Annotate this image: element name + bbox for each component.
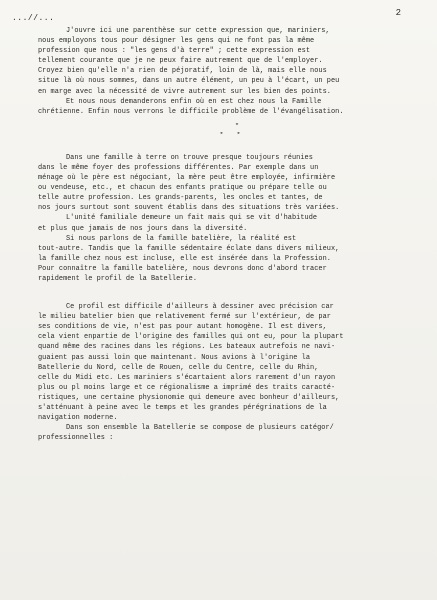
section-separator (38, 123, 422, 141)
text-line: chrétienne. Enfin nous verrons le difficile problème de l'évangélisation. (38, 107, 344, 116)
separator-bottom: * * (219, 131, 241, 140)
separator-top: * (234, 122, 240, 131)
text-line: la famille chez nous est incluse, elle est insérée dans la Profession. (38, 254, 331, 263)
paragraph-land-family (38, 153, 422, 214)
text-line: tout-autre. Tandis que la famille sédentaire éclate dans divers milieux, (38, 244, 340, 253)
paragraph-unity (38, 213, 422, 233)
text-line: dans le même foyer des professions différentes. Par exemple dans un (38, 163, 319, 172)
document-body (38, 26, 422, 443)
text-line: nous employons tous pour désigner les gens qui ne font pas la même (38, 37, 315, 46)
paragraph-profile (38, 302, 422, 423)
text-line: navigation moderne. (38, 414, 118, 423)
text-line: guaient pas aussi loin que maintenant. Nous avions à l'origine la (38, 353, 311, 362)
text-line: cela vient enpartie de l'origine des familles qui ont eu, pour la plupart (38, 333, 344, 342)
text-line: ristiques, une certaine physionomie qui demeure avec bonheur d'ailleurs, (38, 393, 340, 402)
text-line: profession que nous : "les gens d'à terre" ; cette expression est (38, 47, 311, 56)
paragraph-boat-family (38, 234, 422, 284)
text-line: Dans une famille à terre on trouve presque toujours réunies (66, 153, 313, 162)
text-line: et plus que jamais de nos jours dans la diversité. (38, 224, 248, 233)
text-line: Dans son ensemble la Batellerie se compose de plusieurs catégor/ (66, 424, 334, 433)
text-line: professionnelles : (38, 434, 114, 443)
text-line: J'ouvre ici une parenthèse sur cette expression que, mariniers, (66, 27, 330, 35)
text-line: tellement courante que je ne peux faire autrement que de l'employer. (38, 57, 323, 66)
text-line: rapidement le profil de la Batellerie. (38, 274, 198, 283)
paragraph-family (38, 97, 422, 117)
page-number: 2 (395, 8, 401, 18)
text-line: Croyez bien qu'elle n'a rien de péjoratif, loin de là, mais elle nous (38, 67, 327, 76)
continuation-mark: ...//... (12, 14, 55, 23)
text-line: situe là où nous sommes, dans un autre élément, un peu à l'écart, un peu (38, 77, 340, 86)
text-line: plus ou pl moins large et ce régionalisme a imprimé des traits caracté- (38, 383, 336, 392)
text-line: celle du Midi etc. Les mariniers s'écartaient alors rarement d'un rayon (38, 373, 336, 382)
text-line: Et nous nous demanderons enfin où en est chez nous la Famille (66, 97, 322, 106)
text-line: quand même des racines dans les régions. Les bateaux autrefois ne navi- (38, 343, 336, 352)
text-line: Si nous parlons de la famille batelière, la réalité est (66, 234, 297, 243)
text-line: ses conditions de vie, n'est pas pour autant homogène. Il est divers, (38, 323, 327, 332)
paragraph-intro (38, 26, 422, 97)
text-line: telle autre profession. Les grands-parents, les oncles et tantes, de (38, 194, 323, 203)
text-line: Batellerie du Nord, celle de Rouen, celle du Centre, celle du Rhin, (38, 363, 319, 372)
text-line: Pour connaître la famille batelière, nous devrons donc d'abord tracer (38, 264, 327, 273)
text-line: le milieu batelier bien que relativement fermé sur l'extérieur, de par (38, 313, 331, 322)
text-line: ou vendeuse, etc., et chacun des enfants pratique ou prépare telle ou (38, 184, 327, 193)
text-line: L'unité familiale demeure un fait mais qui se vit d'habitude (66, 214, 318, 223)
text-line: ménage où le père est négociant, la mère peut être employée, infirmière (38, 174, 336, 183)
text-line: s'atténuant à peine avec le temps et les grandes pérégrinations de la (38, 404, 327, 412)
text-line: en marge avec la nécessité de vivre autrement sur les bien des points. (38, 87, 331, 96)
paragraph-categories (38, 423, 422, 443)
text-line: nos jours surtout sont souvent établis dans des situations très variées. (38, 204, 340, 213)
text-line: Ce profil est difficile d'ailleurs à dessiner avec précision car (66, 303, 334, 312)
